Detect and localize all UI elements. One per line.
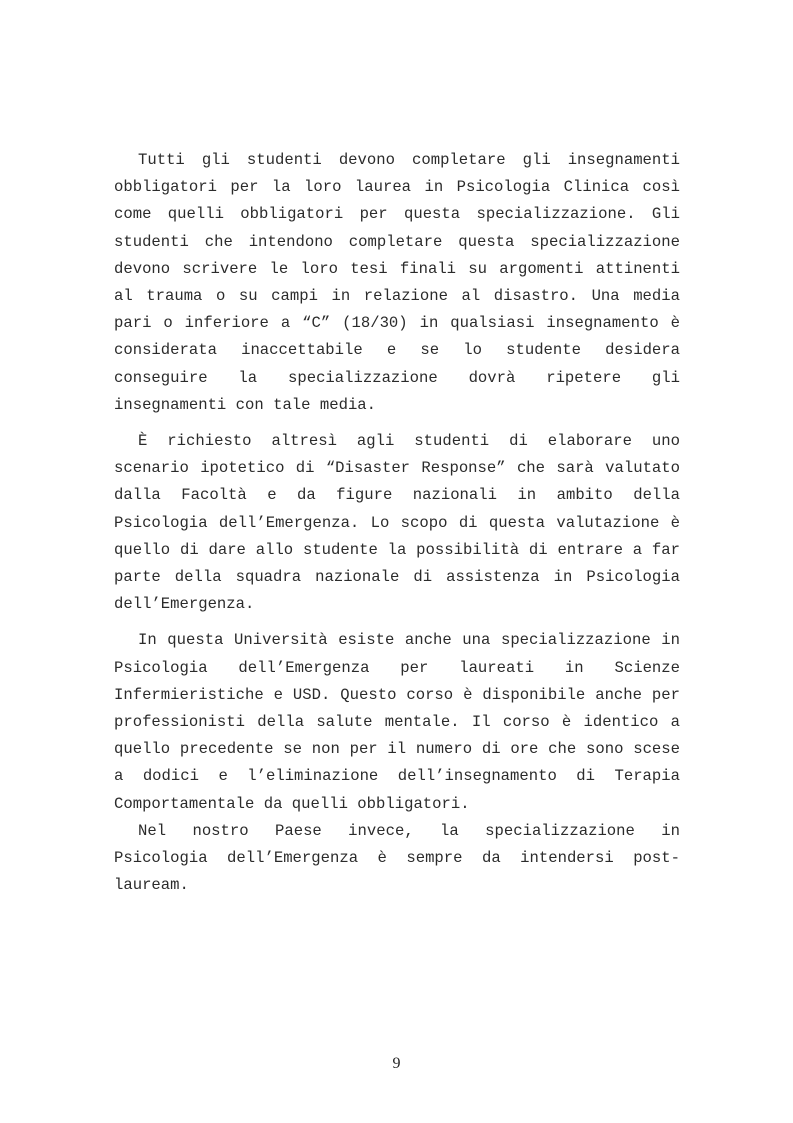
body-text [114, 147, 680, 899]
paragraph-2: È richiesto altresì agli studenti di elaborare uno scenario ipotetico di “Disaster Response” che sarà valutato dalla Facoltà e da figure nazionali in ambito della Psicologia dell’Emergenza. Lo scopo di questa valutazione è quello di dare allo studente la possibilità di entrare a far parte della squadra nazionale di assistenza in Psicologia dell’Emergenza. [114, 432, 680, 614]
paragraph-4: Nel nostro Paese invece, la specializzazione in Psicologia dell’Emergenza è sempre da intendersi post-lauream. [114, 821, 680, 895]
paragraph-3: In questa Università esiste anche una specializzazione in Psicologia dell’Emergenza per laureati in Scienze Infermieristiche e USD. Questo corso è disponibile anche per professionisti della salute mentale. Il corso è identico a quello precedente se non per il numero di ore che sono scese a dodici e l’eliminazione dell’insegnamento di Terapia Comportamentale da quelli obbligatori. [114, 631, 680, 813]
page-number: 9 [392, 1055, 401, 1072]
paragraph-1: Tutti gli studenti devono completare gli insegnamenti obbligatori per la loro laurea in Psicologia Clinica così come quelli obbligatori per questa specializzazione. Gli studenti che intendono completare questa specializzazione devono scrivere le loro tesi finali su argomenti attinenti al trauma o su campi in relazione al disastro. Una media pari o inferiore a “C” (18/30) in qualsiasi insegnamento è considerata inaccettabile e se lo studente desidera conseguire la specializzazione dovrà ripetere gli insegnamenti con tale media. [114, 151, 680, 414]
